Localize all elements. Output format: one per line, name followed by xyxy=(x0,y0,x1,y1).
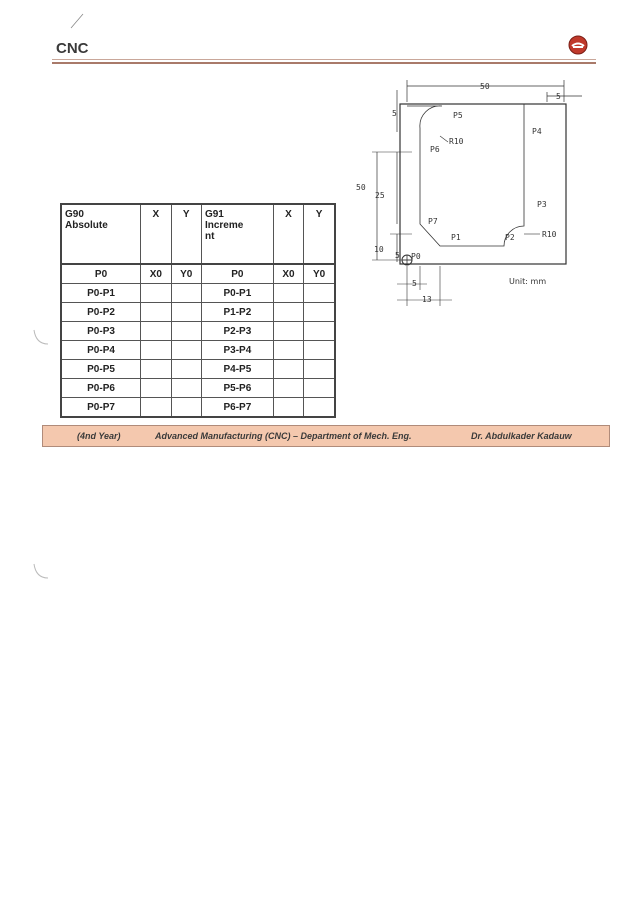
cell-inc-x xyxy=(273,322,303,341)
dim-left-50: 50 xyxy=(356,183,366,192)
cell-abs-x xyxy=(141,379,171,398)
cell-abs-x xyxy=(141,284,171,303)
label-p4: P4 xyxy=(532,127,542,136)
header-x-abs: X xyxy=(141,204,171,264)
cell-abs-y xyxy=(171,284,201,303)
table-header-row xyxy=(61,204,335,264)
cell-abs-y xyxy=(171,322,201,341)
cell-inc-x xyxy=(273,284,303,303)
table-row xyxy=(61,322,335,341)
cell-abs-y xyxy=(171,379,201,398)
cell-abs-x xyxy=(141,360,171,379)
page-title: CNC xyxy=(56,40,89,57)
header-x-inc: X xyxy=(273,204,303,264)
cell-inc-y xyxy=(304,303,335,322)
cell-abs-point: P0-P1 xyxy=(61,284,141,303)
cell-inc-point: P6-P7 xyxy=(201,398,273,418)
cell-abs-x xyxy=(141,341,171,360)
cell-inc-point: P1-P2 xyxy=(201,303,273,322)
label-p2: P2 xyxy=(505,233,515,242)
coordinates-table xyxy=(60,203,336,418)
footer-year: (4nd Year) xyxy=(77,431,121,441)
cell-abs-point: P0-P2 xyxy=(61,303,141,322)
cell-inc-point: P3-P4 xyxy=(201,341,273,360)
table-row xyxy=(61,398,335,418)
label-p1: P1 xyxy=(451,233,461,242)
cell-abs-y xyxy=(171,398,201,418)
pen-mark-icon xyxy=(68,12,86,30)
footer-course: Advanced Manufacturing (CNC) – Department of Mech. Eng. xyxy=(155,431,412,441)
cell-inc-point: P0 xyxy=(201,264,273,284)
cell-inc-point: P5-P6 xyxy=(201,379,273,398)
university-logo-icon xyxy=(568,35,588,55)
footer-author: Dr. Abdulkader Kadauw xyxy=(471,431,572,441)
cell-inc-x: X0 xyxy=(273,264,303,284)
part-drawing xyxy=(352,74,592,314)
cell-abs-y: Y0 xyxy=(171,264,201,284)
cell-inc-y xyxy=(304,341,335,360)
cell-abs-point: P0-P3 xyxy=(61,322,141,341)
header-rule-bottom xyxy=(52,62,596,64)
cell-inc-y xyxy=(304,322,335,341)
dim-left-5: 5 xyxy=(392,109,397,118)
cell-abs-x xyxy=(141,303,171,322)
label-p5: P5 xyxy=(453,111,463,120)
cell-abs-y xyxy=(171,360,201,379)
cell-abs-x xyxy=(141,398,171,418)
table-row xyxy=(61,379,335,398)
cell-inc-point: P4-P5 xyxy=(201,360,273,379)
header-g90: G90 Absolute xyxy=(61,204,141,264)
header-y-inc: Y xyxy=(304,204,335,264)
page-footer xyxy=(42,425,610,447)
cell-inc-x xyxy=(273,379,303,398)
unit-label: Unit: mm xyxy=(509,277,547,286)
cell-inc-point: P0-P1 xyxy=(201,284,273,303)
cell-abs-point: P0-P7 xyxy=(61,398,141,418)
dim-bot-13: 13 xyxy=(422,295,432,304)
cell-abs-point: P0-P4 xyxy=(61,341,141,360)
cell-abs-point: P0-P5 xyxy=(61,360,141,379)
table-row xyxy=(61,303,335,322)
label-p7: P7 xyxy=(428,217,438,226)
cell-abs-y xyxy=(171,341,201,360)
dim-top-50: 50 xyxy=(480,82,490,91)
table-row xyxy=(61,284,335,303)
dim-left-10: 10 xyxy=(374,245,384,254)
cell-abs-x xyxy=(141,322,171,341)
dim-bot-5-left: 5 xyxy=(395,251,400,260)
cell-inc-x xyxy=(273,360,303,379)
cell-inc-x xyxy=(273,303,303,322)
cell-abs-y xyxy=(171,303,201,322)
header-g91: G91 Increme nt xyxy=(201,204,273,264)
cell-abs-point: P0 xyxy=(61,264,141,284)
header-rule-top xyxy=(52,59,596,60)
table-row xyxy=(61,341,335,360)
label-p6: P6 xyxy=(430,145,440,154)
cell-inc-y xyxy=(304,360,335,379)
label-r10-top: R10 xyxy=(449,137,464,146)
header-y-abs: Y xyxy=(171,204,201,264)
dim-bot-5: 5 xyxy=(412,279,417,288)
cell-inc-y xyxy=(304,284,335,303)
label-r10-bottom: R10 xyxy=(542,230,557,239)
cell-inc-x xyxy=(273,341,303,360)
punch-hole-icon xyxy=(30,560,52,582)
cell-inc-y xyxy=(304,379,335,398)
dim-left-25: 25 xyxy=(375,191,385,200)
cell-abs-x: X0 xyxy=(141,264,171,284)
cell-inc-point: P2-P3 xyxy=(201,322,273,341)
cell-inc-x xyxy=(273,398,303,418)
punch-hole-icon xyxy=(30,326,52,348)
cell-inc-y xyxy=(304,398,335,418)
dim-top-5: 5 xyxy=(556,92,561,101)
label-p3: P3 xyxy=(537,200,547,209)
cell-abs-point: P0-P6 xyxy=(61,379,141,398)
table-row xyxy=(61,360,335,379)
label-p0: P0 xyxy=(411,252,421,261)
cell-inc-y: Y0 xyxy=(304,264,335,284)
table-row xyxy=(61,264,335,284)
